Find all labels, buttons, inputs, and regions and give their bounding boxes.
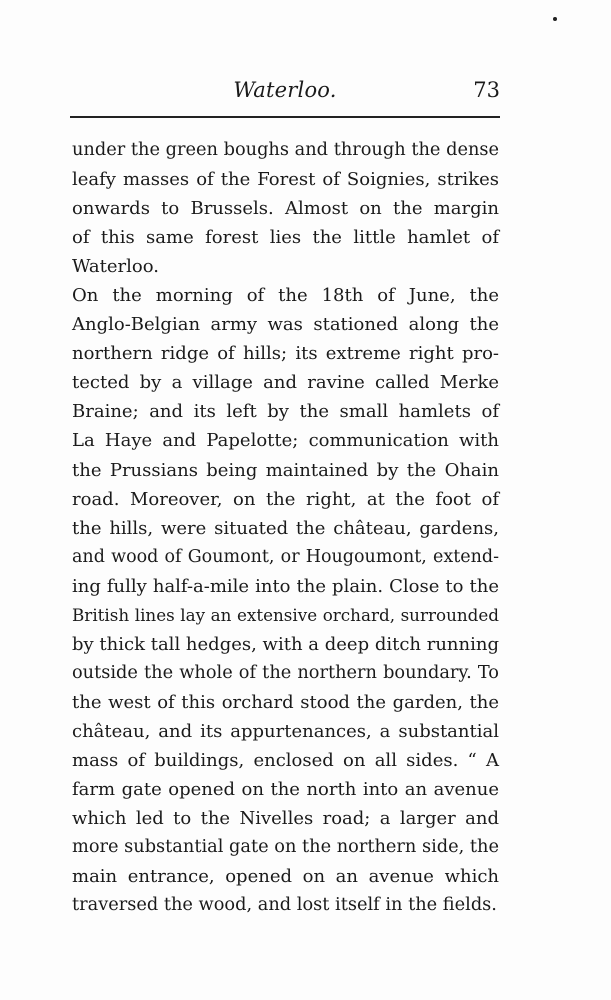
- text-line: tected by a village and ravine called Merke: [72, 372, 499, 394]
- text-line: of this same forest lies the little hamlet of: [72, 227, 499, 249]
- text-line: which led to the Nivelles road; a larger and: [72, 808, 499, 830]
- text-line: and wood of Goumont, or Hougoumont, extend-: [72, 546, 499, 567]
- text-line: by thick tall hedges, with a deep ditch running: [72, 633, 499, 655]
- page-number: 73: [473, 78, 500, 102]
- text-line: the Prussians being maintained by the Ohain: [72, 459, 499, 481]
- text-line: Waterloo.: [72, 256, 159, 278]
- page-speck: [553, 17, 557, 21]
- text-line: onwards to Brussels. Almost on the margin: [72, 198, 499, 220]
- text-line: northern ridge of hills; its extreme right pro-: [72, 343, 499, 365]
- text-line: under the green boughs and through the dense: [72, 140, 499, 160]
- text-line: La Haye and Papelotte; communication with: [72, 430, 499, 452]
- text-line: château, and its appurtenances, a substantial: [72, 720, 499, 742]
- text-line: British lines lay an extensive orchard, surrounded: [72, 604, 499, 625]
- text-line: leafy masses of the Forest of Soignies, strikes: [72, 169, 499, 191]
- text-line: traversed the wood, and lost itself in the fields.: [72, 895, 497, 916]
- text-line: Braine; and its left by the small hamlets of: [72, 401, 499, 423]
- body-text: [72, 136, 499, 920]
- running-title: Waterloo.: [233, 78, 337, 102]
- text-line: mass of buildings, enclosed on all sides. “ A: [72, 749, 499, 771]
- text-line: main entrance, opened on an avenue which: [72, 866, 499, 888]
- text-line: road. Moreover, on the right, at the foot of: [72, 488, 499, 510]
- text-line: the hills, were situated the château, gardens,: [72, 517, 499, 539]
- text-line: outside the whole of the northern boundary. To: [72, 662, 499, 683]
- text-line: Anglo-Belgian army was stationed along the: [72, 314, 499, 336]
- text-line: farm gate opened on the north into an avenue: [72, 779, 499, 801]
- header-rule: [70, 116, 500, 118]
- text-line: On the morning of the 18th of June, the: [72, 285, 499, 307]
- running-header: [70, 76, 500, 106]
- text-line: more substantial gate on the northern side, the: [72, 837, 499, 858]
- text-line: the west of this orchard stood the garden, the: [72, 691, 499, 713]
- text-line: ing fully half-a-mile into the plain. Close to the: [72, 575, 499, 597]
